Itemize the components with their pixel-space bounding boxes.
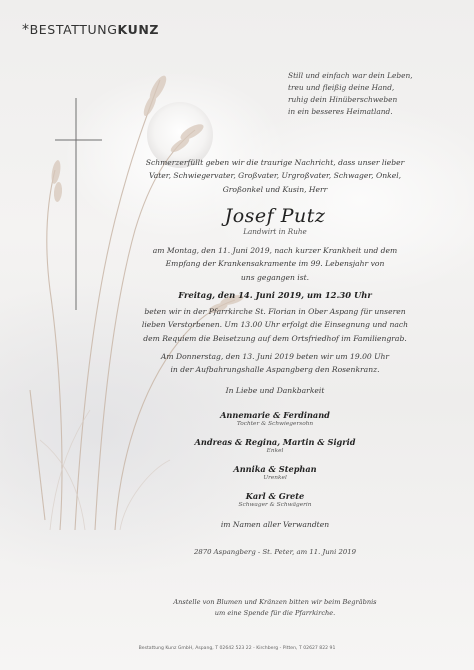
- cross-icon: [55, 98, 102, 310]
- funeral-line: lieben Verstorbenen. Um 13.00 Uhr erfolgt die Einsegnung und nach: [141, 320, 409, 330]
- intro-line: Vater, Schwiegervater, Großvater, Urgroßvater, Schwager, Onkel,: [148, 171, 402, 181]
- prayer-line: Am Donnerstag, den 13. Juni 2019 beten wir um 19.00 Uhr: [160, 352, 390, 361]
- mourner-relation: Urenkel: [263, 475, 287, 481]
- intro-line: Großonkel und Kusin, Herr: [222, 184, 328, 194]
- intro-line: Schmerzerfüllt geben wir die traurige Nachricht, dass unser lieber: [145, 158, 405, 167]
- thanks-line: In Liebe und Dankbarkeit: [225, 386, 325, 395]
- announcement-intro: [125, 156, 425, 196]
- funeral-line: beten wir in der Pfarrkirche St. Florian in Ober Aspang für unseren: [144, 307, 406, 316]
- mourner-entry: [125, 410, 425, 427]
- verse-line: Still und einfach war dein Leben,: [288, 71, 413, 80]
- mourner-name: Karl & Grete: [245, 491, 305, 501]
- donation-line: um eine Spende für die Pfarrkirche.: [214, 609, 336, 617]
- funeral-date-time: Freitag, den 14. Juni 2019, um 12.30 Uhr: [178, 290, 372, 300]
- death-line: uns gegangen ist.: [240, 272, 310, 282]
- place-date: 2870 Aspangberg - St. Peter, am 11. Juni 2019: [193, 548, 357, 556]
- deceased-occupation: Landwirt in Ruhe: [243, 227, 307, 236]
- mourner-relation: Tochter & Schwiegersohn: [236, 421, 314, 427]
- mourner-name: Andreas & Regina, Martin & Sigrid: [194, 437, 356, 447]
- rosary-notice: [125, 350, 425, 377]
- mourner-entry: [125, 491, 425, 508]
- funeral-details: [125, 305, 425, 345]
- mourner-entry: [125, 437, 425, 454]
- donation-request: [125, 597, 425, 619]
- logo-brand: KUNZ: [117, 22, 160, 37]
- logo-prefix: BESTATTUNG: [29, 22, 118, 37]
- funeral-line: dem Requiem die Beisetzung auf dem Ortsfriedhof im Familiengrab.: [143, 333, 407, 343]
- donation-line: Anstelle von Blumen und Kränzen bitten wir beim Begräbnis: [173, 598, 377, 606]
- memorial-verse: [288, 70, 458, 118]
- funeral-home-logo: [22, 22, 159, 38]
- death-line: Empfang der Krankensakramente im 99. Lebensjahr von: [165, 259, 385, 269]
- mourner-entry: [125, 464, 425, 481]
- death-notice: [125, 244, 425, 284]
- mourner-name: Annika & Stephan: [233, 464, 317, 474]
- asterisk-icon: *: [22, 22, 30, 38]
- mourner-relation: Enkel: [266, 448, 284, 454]
- verse-line: treu und fleißig deine Hand,: [288, 83, 395, 92]
- mourner-relation: Schwager & Schwägerin: [238, 502, 312, 508]
- deceased-name: Josef Putz: [224, 205, 326, 227]
- death-line: am Montag, den 11. Juni 2019, nach kurzer Krankheit und dem: [152, 246, 398, 255]
- all-relatives-line: im Namen aller Verwandten: [220, 520, 330, 529]
- verse-line: ruhig dein Hinüberschweben: [288, 95, 398, 104]
- verse-line: in ein besseres Heimatland.: [288, 107, 393, 116]
- mourner-name: Annemarie & Ferdinand: [220, 410, 330, 420]
- footer-contact: Bestattung Kunz GmbH, Aspang, T 02642 523 22 - Kirchberg - Pitten, T 02627 822 91: [138, 646, 336, 651]
- prayer-line: in der Aufbahrungshalle Aspangberg den Rosenkranz.: [170, 365, 380, 375]
